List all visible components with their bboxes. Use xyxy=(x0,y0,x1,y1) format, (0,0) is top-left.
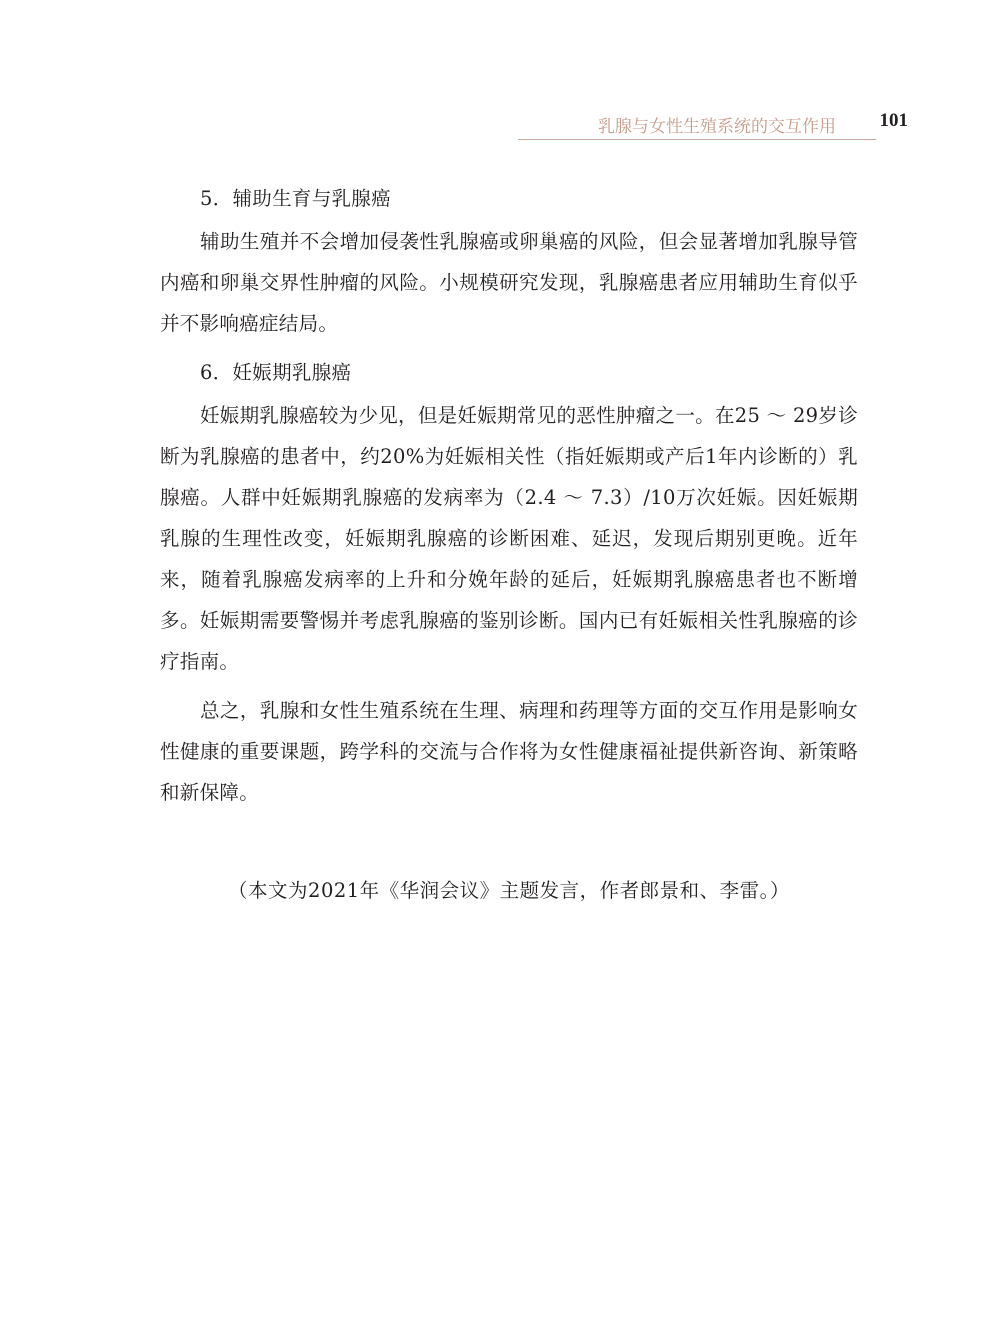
paragraph-pregnancy-breast-cancer: 妊娠期乳腺癌较为少见，但是妊娠期常见的恶性肿瘤之一。在25 ～ 29岁诊断为乳腺癌的患者中，约20%为妊娠相关性（指妊娠期或产后1年内诊断的）乳腺癌。人群中妊娠期乳腺癌的发病率为（2.4 ～ 7.3）/10万次妊娠。因妊娠期乳腺的生理性改变，妊娠期乳腺癌的诊断困难、延迟，发现后期别更晚。近年来，随着乳腺癌发病率的上升和分娩年龄的延后，妊娠期乳腺癌患者也不断增多。妊娠期需要警惕并考虑乳腺癌的鉴别诊断。国内已有妊娠相关性乳腺癌的诊疗指南。 xyxy=(160,404,858,673)
running-title: 乳腺与女性生殖系统的交互作用 xyxy=(598,117,836,137)
paragraph-assisted-reproduction: 辅助生殖并不会增加侵袭性乳腺癌或卵巢癌的风险，但会显著增加乳腺导管内癌和卵巢交界性肿瘤的风险。小规模研究发现，乳腺癌患者应用辅助生育似乎并不影响癌症结局。 xyxy=(160,230,858,335)
body-text xyxy=(160,178,858,821)
section-heading-pregnancy-breast-cancer: 6．妊娠期乳腺癌 xyxy=(200,361,352,384)
running-header xyxy=(518,108,908,142)
page-number: 101 xyxy=(879,110,908,131)
paragraph-summary: 总之，乳腺和女性生殖系统在生理、病理和药理等方面的交互作用是影响女性健康的重要课题，跨学科的交流与合作将为女性健康福祉提供新咨询、新策略和新保障。 xyxy=(160,699,858,804)
source-note: （本文为2021年《华润会议》主题发言，作者郎景和、李雷。） xyxy=(228,879,790,902)
section-heading-assisted-reproduction: 5．辅助生育与乳腺癌 xyxy=(200,187,391,210)
header-rule xyxy=(518,139,876,140)
